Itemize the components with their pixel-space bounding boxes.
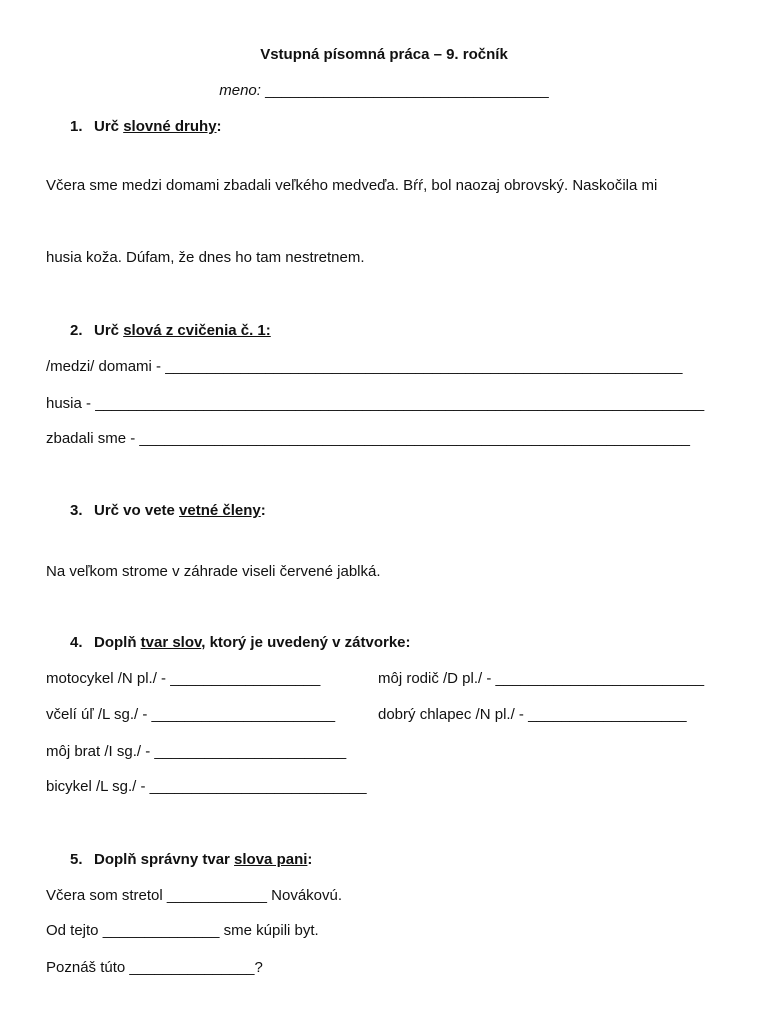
question-emphasis: slova pani: [234, 851, 308, 868]
q4-item-label: motocykel /N pl./ -: [46, 670, 171, 687]
answer-blank[interactable]: ____________: [166, 887, 267, 904]
answer-blank[interactable]: ______________: [102, 922, 220, 939]
answer-blank[interactable]: _______________: [129, 959, 255, 976]
q4-item-label: môj rodič /D pl./ -: [378, 670, 496, 687]
name-label: meno:: [219, 82, 261, 99]
answer-blank[interactable]: __________________________________________________________________: [139, 430, 690, 447]
question-number: 1.: [70, 118, 83, 135]
answer-blank[interactable]: ______________________________________________________________: [165, 358, 683, 375]
answer-blank[interactable]: ___________________: [528, 706, 687, 723]
q5-item-after: Novákovú.: [266, 887, 343, 904]
q4-item-label: môj brat /I sg./ -: [46, 743, 155, 760]
q2-item[interactable]: [46, 430, 690, 448]
question-2-heading: 2. Urč slová z cvičenia č. 1:: [70, 322, 271, 339]
answer-blank[interactable]: _______________________: [154, 743, 347, 760]
q4-item-label: dobrý chlapec /N pl./ -: [378, 706, 529, 723]
answer-blank[interactable]: ______________________: [151, 706, 336, 723]
q2-item[interactable]: [46, 395, 704, 413]
q5-item-after: ?: [254, 959, 263, 976]
name-field[interactable]: [0, 82, 768, 100]
question-emphasis: slová z cvičenia č. 1:: [123, 322, 271, 339]
answer-blank[interactable]: _________________________: [495, 670, 705, 687]
q2-item-label: zbadali sme -: [46, 430, 140, 447]
q4-item[interactable]: [46, 706, 335, 724]
q2-item[interactable]: [46, 358, 682, 376]
q4-item[interactable]: [46, 743, 346, 761]
answer-blank[interactable]: __________________________: [149, 778, 367, 795]
name-blank[interactable]: __________________________________: [265, 82, 549, 99]
q3-sentence: Na veľkom strome v záhrade viseli červené jablká.: [46, 563, 381, 580]
answer-blank[interactable]: _________________________________________________________________________: [95, 395, 705, 412]
question-emphasis: tvar slov: [140, 634, 202, 651]
q4-item[interactable]: [378, 670, 704, 688]
q2-item-label: /medzi/ domami -: [46, 358, 166, 375]
q4-item[interactable]: [378, 706, 687, 724]
question-4-heading: 4. Doplň tvar slov, ktorý je uvedený v zátvorke:: [70, 634, 411, 651]
question-emphasis: slovné druhy: [123, 118, 217, 135]
q4-item[interactable]: [46, 670, 320, 688]
q4-item-label: bicykel /L sg./ -: [46, 778, 150, 795]
q2-item-label: husia -: [46, 395, 96, 412]
question-number: 2.: [70, 322, 83, 339]
q1-text-line-2: husia koža. Dúfam, že dnes ho tam nestretnem.: [46, 249, 365, 266]
q5-item-before: Včera som stretol: [46, 887, 167, 904]
q5-item[interactable]: [46, 922, 319, 940]
question-number: 4.: [70, 634, 83, 651]
q5-item-after: sme kúpili byt.: [219, 922, 319, 939]
question-number: 3.: [70, 502, 83, 519]
q4-item[interactable]: [46, 778, 367, 796]
q4-item-label: včelí úľ /L sg./ -: [46, 706, 152, 723]
question-1-heading: 1. Urč slovné druhy:: [70, 118, 222, 135]
question-5-heading: 5. Doplň správny tvar slova pani:: [70, 851, 313, 868]
q5-item-before: Od tejto: [46, 922, 103, 939]
question-emphasis: vetné členy: [179, 502, 261, 519]
question-number: 5.: [70, 851, 83, 868]
q1-text-line-1: Včera sme medzi domami zbadali veľkého medveďa. Bŕŕ, bol naozaj obrovský. Naskočila mi: [46, 177, 658, 194]
question-3-heading: 3. Urč vo vete vetné členy:: [70, 502, 266, 519]
q5-item-before: Poznáš túto: [46, 959, 130, 976]
answer-blank[interactable]: __________________: [170, 670, 321, 687]
q5-item[interactable]: [46, 959, 263, 977]
page-title: Vstupná písomná práca – 9. ročník: [260, 46, 508, 63]
q5-item[interactable]: [46, 887, 342, 905]
